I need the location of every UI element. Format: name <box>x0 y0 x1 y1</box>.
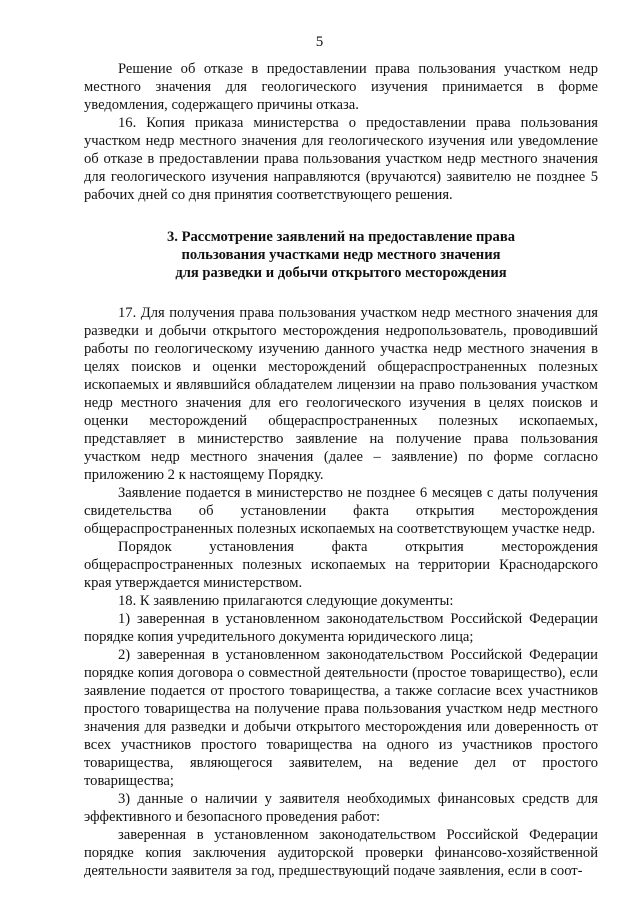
paragraph: Заявление подается в министерство не позднее 6 месяцев с даты получения свидетельства об установлении факта открытия месторождения общераспространенных полезных ископаемых на соответствующем участке недр. <box>84 485 598 537</box>
paragraph: заверенная в установленном законодательством Российской Федерации порядке копия заключения аудиторской проверки финансово-хозяйственной деятельности заявителя за год, предшествующий подаче заявления, если в соот- <box>84 827 598 879</box>
paragraph: Решение об отказе в предоставлении права пользования участком недр местного значения для геологического изучения принимается в форме уведомления, содержащего причины отказа. <box>84 61 598 113</box>
paragraph: Порядок установления факта открытия месторождения общераспространенных полезных ископаемых на территории Краснодарского края утверждается министерством. <box>84 539 598 591</box>
paragraph: 18. К заявлению прилагаются следующие документы: <box>118 593 454 609</box>
paragraph: 1) заверенная в установленном законодательством Российской Федерации порядке копия учредительного документа юридического лица; <box>84 611 598 645</box>
section-heading-line: пользования участками недр местного значения <box>181 247 501 263</box>
paragraph: 2) заверенная в установленном законодательством Российской Федерации порядке копия договора о совместной деятельности (простое товарищество), если заявление подается от простого товарищества, а также согласие всех участников простого товарищества на получение права пользования участком недр местного значения для разведки и добычи открытого месторождения или доверенность от всех участников простого товарищества на одного из участников простого товарищества, являющегося заявителем, на ведение дел от простого товарищества; <box>84 647 598 789</box>
document-body <box>84 60 598 880</box>
page-number: 5 <box>315 34 324 50</box>
section-heading <box>84 228 598 282</box>
paragraph: 17. Для получения права пользования участком недр местного значения для разведки и добычи открытого месторождения недропользователь, проводивший работы по геологическому изучению данного участка недр местного значения в целях поисков и оценки месторождений общераспространенных полезных ископаемых и являвшийся обладателем лицензии на право пользования участком недр местного значения для его геологического изучения в целях поисков и оценки месторождений общераспространенных полезных ископаемых, представляет в министерство заявление на получение права пользования участком недр местного значения (далее – заявление) по форме согласно приложению 2 к настоящему Порядку. <box>84 305 598 483</box>
paragraph: 3) данные о наличии у заявителя необходимых финансовых средств для эффективного и безопасного проведения работ: <box>84 791 598 825</box>
paragraph: 16. Копия приказа министерства о предоставлении права пользования участком недр местного значения для геологического изучения или уведомление об отказе в предоставлении права пользования участком недр местного значения для геологического изучения направляются (вручаются) заявителю не позднее 5 рабочих дней со дня принятия соответствующего решения. <box>84 115 598 203</box>
section-heading-line: для разведки и добычи открытого месторождения <box>175 265 507 281</box>
section-heading-line: 3. Рассмотрение заявлений на предоставление права <box>166 229 516 245</box>
